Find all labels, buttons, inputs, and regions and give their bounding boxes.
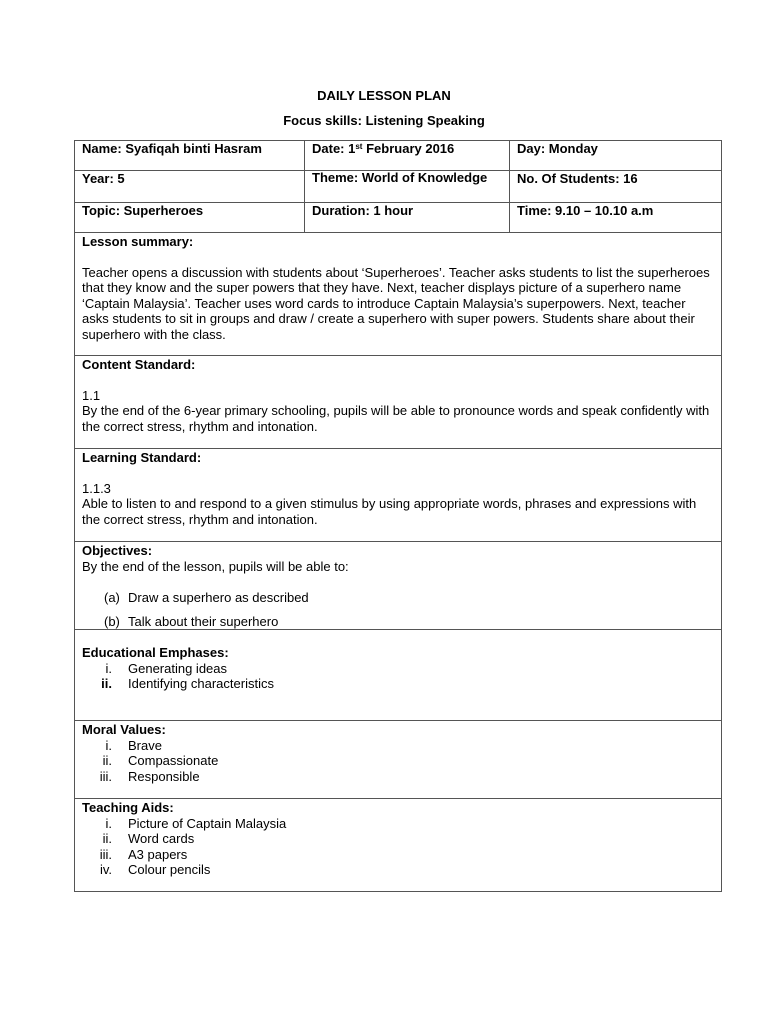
educational-emphases-section [75, 630, 722, 721]
section-heading: Lesson summary: [82, 234, 194, 249]
standard-code: 1.1.3 [82, 480, 111, 496]
section-heading: Educational Emphases: [82, 645, 229, 660]
summary-row [75, 233, 722, 356]
date-cell: Date: 1st February 2016 [305, 141, 510, 171]
standard-text: By the end of the 6-year primary schooling, pupils will be able to pronounce words and speak confidently with the correct stress, rhythm and intonation. [82, 403, 710, 434]
list-item: i. Brave [105, 737, 162, 753]
standard-code: 1.1 [82, 387, 101, 403]
lesson-plan-table [74, 140, 722, 892]
list-item: i. Generating ideas [105, 660, 228, 676]
list-item: iv. Colour pencils [99, 862, 211, 877]
info-row-2 [75, 171, 722, 203]
objectives-section [75, 542, 722, 630]
objectives-list [82, 590, 714, 629]
section-heading: Objectives: [82, 543, 153, 558]
content-standard-row [75, 356, 722, 449]
educational-emphases-row [75, 630, 722, 721]
objectives-row [75, 542, 722, 630]
moral-values-section [75, 721, 722, 799]
date-ordinal: st [355, 142, 363, 151]
section-heading: Teaching Aids: [82, 800, 174, 815]
theme-cell: Theme: World of Knowledge [305, 171, 510, 203]
section-heading: Content Standard: [82, 357, 196, 372]
list-item: ii. Compassionate [102, 753, 219, 768]
topic-cell: Topic: Superheroes [75, 203, 305, 233]
info-row-3 [75, 203, 722, 233]
info-row-1 [75, 141, 722, 171]
teaching-aids-section [75, 799, 722, 892]
list-item: i. Picture of Captain Malaysia [105, 815, 287, 831]
day-cell: Day: Monday [510, 141, 722, 171]
page-title: DAILY LESSON PLAN [317, 88, 451, 103]
year-cell: Year: 5 [75, 171, 305, 203]
list-item: (b) Talk about their superhero [104, 613, 279, 629]
list-item: (a) Draw a superhero as described [104, 590, 309, 605]
duration-cell: Duration: 1 hour [305, 203, 510, 233]
emphases-list [82, 661, 714, 692]
page-subtitle: Focus skills: Listening Speaking [283, 113, 485, 128]
list-item: ii. Identifying characteristics [101, 676, 274, 691]
teaching-aids-row [75, 799, 722, 892]
lesson-summary-text: Teacher opens a discussion with students about ‘Superheroes’. Teacher asks students to list the superheroes that they know and the super powers that they have. Next, teacher displays picture of a superhero name ‘Captain Malaysia’. Teacher uses word cards to introduce Captain Malaysia’s superpowers. Next, teacher asks students to sit in groups and draw / create a superhero with super powers. Students share about their superhero with the class. [82, 264, 710, 342]
name-cell: Name: Syafiqah binti Hasram [75, 141, 305, 171]
standard-text: Able to listen to and respond to a given stimulus by using appropriate words, phrases and expressions with the correct stress, rhythm and intonation. [82, 496, 697, 527]
learning-standard-section [75, 449, 722, 542]
section-heading: Moral Values: [82, 722, 166, 737]
learning-standard-row [75, 449, 722, 542]
list-item: ii. Word cards [102, 831, 195, 846]
section-heading: Learning Standard: [82, 450, 202, 465]
students-cell: No. Of Students: 16 [510, 171, 722, 203]
moral-values-row [75, 721, 722, 799]
moral-values-list [82, 738, 714, 785]
time-cell: Time: 9.10 – 10.10 a.m [510, 203, 722, 233]
objectives-intro: By the end of the lesson, pupils will be able to: [82, 558, 349, 574]
teaching-aids-list [82, 816, 714, 878]
list-item: iii. Responsible [99, 768, 200, 784]
list-item: iii. A3 papers [99, 846, 188, 862]
lesson-summary-section [75, 233, 722, 356]
content-standard-section [75, 356, 722, 449]
